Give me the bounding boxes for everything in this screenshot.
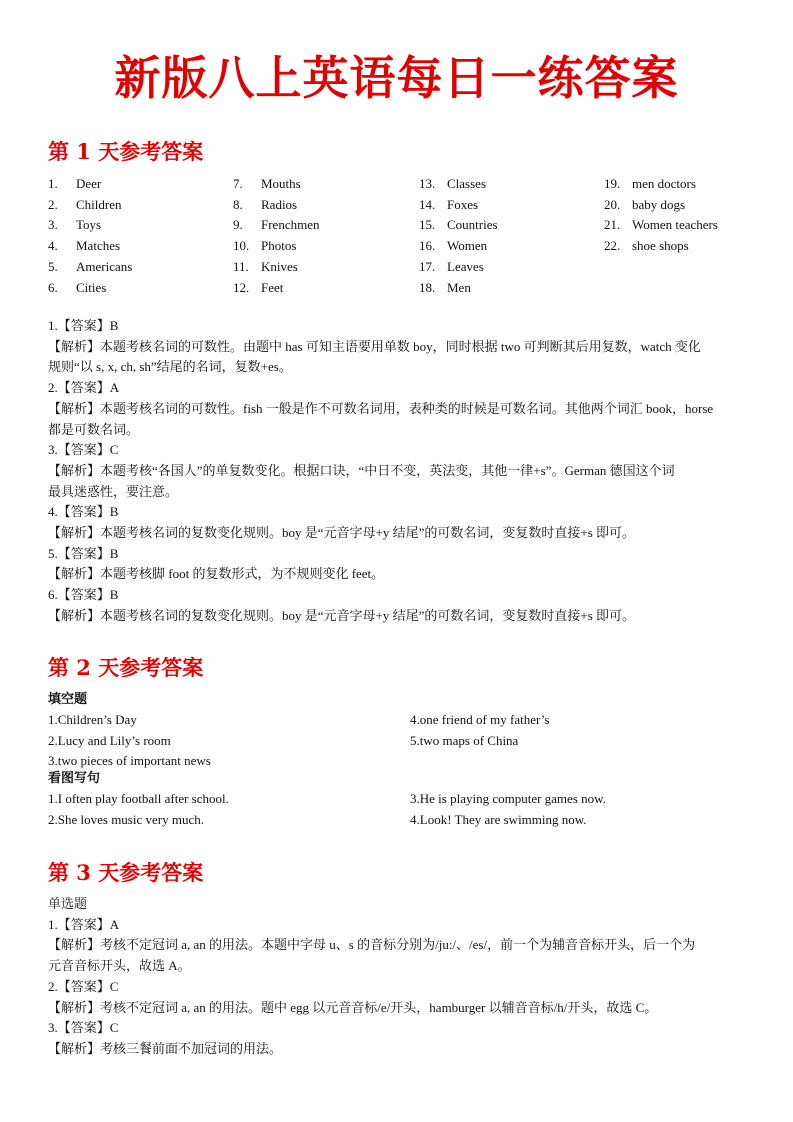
word-answer: Deer (76, 176, 102, 191)
word-answer: Mouths (261, 176, 301, 191)
word-answer: Classes (447, 176, 486, 191)
explanation-line: 【解析】本题考核脚 foot 的复数形式，为不规则变化 feet。 (48, 566, 385, 582)
word-number: 7. (233, 176, 243, 191)
word-number: 3. (48, 217, 58, 233)
word-number: 5. (48, 258, 58, 274)
answer-line: 5.【答案】B (48, 545, 119, 561)
explanation-line: 【解析】本题考核“各国人”的单复数变化。根据口诀，“中日不变，英法变，其他一律+s”。German 德国这个词 (48, 462, 675, 478)
list-item: 2.Lucy and Lily’s room (48, 732, 171, 748)
word-number: 13. (419, 176, 436, 191)
word-item (233, 236, 413, 257)
word-item (48, 278, 228, 299)
picture-left-column (48, 789, 410, 830)
answer-line: 1.【答案】A (48, 916, 120, 932)
word-item (604, 174, 784, 195)
word-number: 16. (419, 238, 436, 254)
answer-block (48, 585, 748, 626)
list-item: 3.He is playing computer games now. (410, 791, 606, 807)
explanation-line: 都是可数名词。 (48, 421, 140, 437)
word-column-4 (604, 174, 784, 257)
answer-block (48, 977, 748, 1018)
word-number: 8. (233, 196, 243, 212)
single-choice-heading: 单选题 (48, 896, 88, 911)
word-column-1 (48, 174, 228, 298)
word-answer: Radios (261, 196, 298, 212)
day3-answers (48, 915, 748, 1060)
answer-line: 4.【答案】B (48, 504, 119, 520)
day1-heading: 第 1 天参考答案 (48, 139, 204, 164)
word-answer: Countries (447, 217, 498, 233)
word-answer: Americans (76, 258, 133, 274)
day1-answers (48, 316, 748, 627)
word-answer: Cities (76, 279, 107, 295)
list-item: 4.Look! They are swimming now. (410, 811, 587, 827)
page-title: 新版八上英语每日一练答案 (114, 51, 679, 105)
word-number: 1. (48, 176, 58, 191)
word-number: 2. (48, 196, 58, 212)
list-item: 1.I often play football after school. (48, 791, 229, 807)
answer-block (48, 1018, 748, 1059)
answer-block (48, 502, 748, 543)
explanation-line: 元音音标开头，故选 A。 (48, 958, 191, 974)
word-item (48, 236, 228, 257)
list-item: 4.one friend of my father’s (410, 712, 550, 727)
word-number: 6. (48, 279, 58, 295)
word-answer: Knives (261, 258, 298, 274)
word-answer: men doctors (632, 176, 696, 191)
fill-blank-answers (48, 710, 748, 772)
fill-blank-heading: 填空题 (48, 692, 88, 707)
answer-line: 1.【答案】B (48, 318, 119, 333)
explanation-line: 【解析】本题考核名词的可数性。由题中 has 可知主语要用单数 boy，同时根据 two 可判断其后用复数，watch 变化 (48, 338, 701, 354)
day3-section (48, 894, 748, 1060)
explanation-line: 【解析】考核不定冠词 a, an 的用法。题中 egg 以元音音标/e/开头，hamburger 以辅音音标/h/开头，故选 C。 (48, 999, 658, 1015)
explanation-line: 【解析】本题考核名词的复数变化规则。boy 是“元音字母+y 结尾”的可数名词，变复数时直接+s 即可。 (48, 607, 636, 623)
explanation-line: 【解析】考核不定冠词 a, an 的用法。本题中字母 u、s 的音标分别为/ju:/、/es/，前一个为辅音音标开头，后一个为 (48, 937, 696, 953)
word-answer: Children (76, 196, 122, 212)
word-number: 22. (604, 238, 621, 254)
word-item (233, 257, 413, 278)
answer-line: 3.【答案】C (48, 442, 119, 458)
word-answer: shoe shops (632, 238, 689, 254)
word-answer: Foxes (447, 196, 479, 212)
word-number: 9. (233, 217, 243, 233)
list-item: 3.two pieces of important news (48, 753, 211, 769)
word-answer: Photos (261, 238, 297, 254)
picture-right-column (410, 789, 606, 830)
answer-line: 3.【答案】C (48, 1020, 119, 1036)
answer-block (48, 544, 748, 585)
word-item (233, 215, 413, 236)
list-item: 2.She loves music very much. (48, 811, 204, 827)
day2-heading: 第 2 天参考答案 (48, 655, 204, 680)
word-column-2 (233, 174, 413, 298)
word-item (48, 257, 228, 278)
word-answer: Feet (261, 279, 284, 295)
word-item (419, 257, 599, 278)
list-item: 1.Children’s Day (48, 712, 137, 727)
explanation-line: 【解析】考核三餐前面不加冠词的用法。 (48, 1040, 283, 1056)
word-answer: Frenchmen (261, 217, 320, 233)
word-number: 14. (419, 196, 436, 212)
word-item (48, 215, 228, 236)
fill-right-column (410, 710, 549, 772)
word-number: 15. (419, 217, 436, 233)
day2-section (48, 690, 748, 831)
word-number: 20. (604, 196, 621, 212)
picture-writing-answers (48, 789, 748, 830)
explanation-line: 【解析】本题考核名词的可数性。fish 一般是作不可数名词用，表种类的时候是可数名词。其他两个词汇 book，horse (48, 400, 714, 416)
word-item (419, 174, 599, 195)
answer-block (48, 316, 748, 378)
word-item (604, 195, 784, 216)
word-number: 4. (48, 238, 58, 254)
word-item (419, 278, 599, 299)
word-column-3 (419, 174, 599, 298)
list-item: 5.two maps of China (410, 732, 519, 748)
word-item (48, 195, 228, 216)
picture-writing-heading: 看图写句 (48, 771, 101, 787)
answer-line: 2.【答案】C (48, 978, 119, 994)
fill-left-column (48, 710, 410, 772)
answer-block (48, 378, 748, 440)
answer-block (48, 915, 748, 977)
word-item (233, 278, 413, 299)
word-answer: Women (447, 238, 488, 254)
word-number: 10. (233, 238, 250, 254)
word-answer: Men (447, 279, 471, 295)
word-number: 11. (233, 258, 249, 274)
word-answer: Toys (76, 217, 102, 233)
word-number: 21. (604, 217, 621, 233)
word-answer: Women teachers (632, 217, 718, 233)
word-item (48, 174, 228, 195)
word-number: 19. (604, 176, 621, 191)
word-item (233, 195, 413, 216)
answer-line: 6.【答案】B (48, 587, 119, 603)
word-number: 17. (419, 258, 436, 274)
word-item (419, 195, 599, 216)
day3-heading: 第 3 天参考答案 (48, 860, 204, 885)
explanation-line: 规则“以 s, x, ch, sh”结尾的名词，复数+es。 (48, 359, 292, 375)
word-answer: Matches (76, 238, 121, 254)
word-item (604, 236, 784, 257)
explanation-line: 最具迷惑性，要注意。 (48, 483, 179, 499)
word-number: 18. (419, 279, 436, 295)
word-answer: baby dogs (632, 196, 686, 212)
explanation-line: 【解析】本题考核名词的复数变化规则。boy 是“元音字母+y 结尾”的可数名词，变复数时直接+s 即可。 (48, 525, 636, 541)
answer-block (48, 440, 748, 502)
word-item (419, 236, 599, 257)
answer-line: 2.【答案】A (48, 380, 120, 396)
word-item (604, 215, 784, 236)
word-number: 12. (233, 279, 250, 295)
word-answer: Leaves (447, 258, 484, 274)
word-item (419, 215, 599, 236)
word-item (233, 174, 413, 195)
